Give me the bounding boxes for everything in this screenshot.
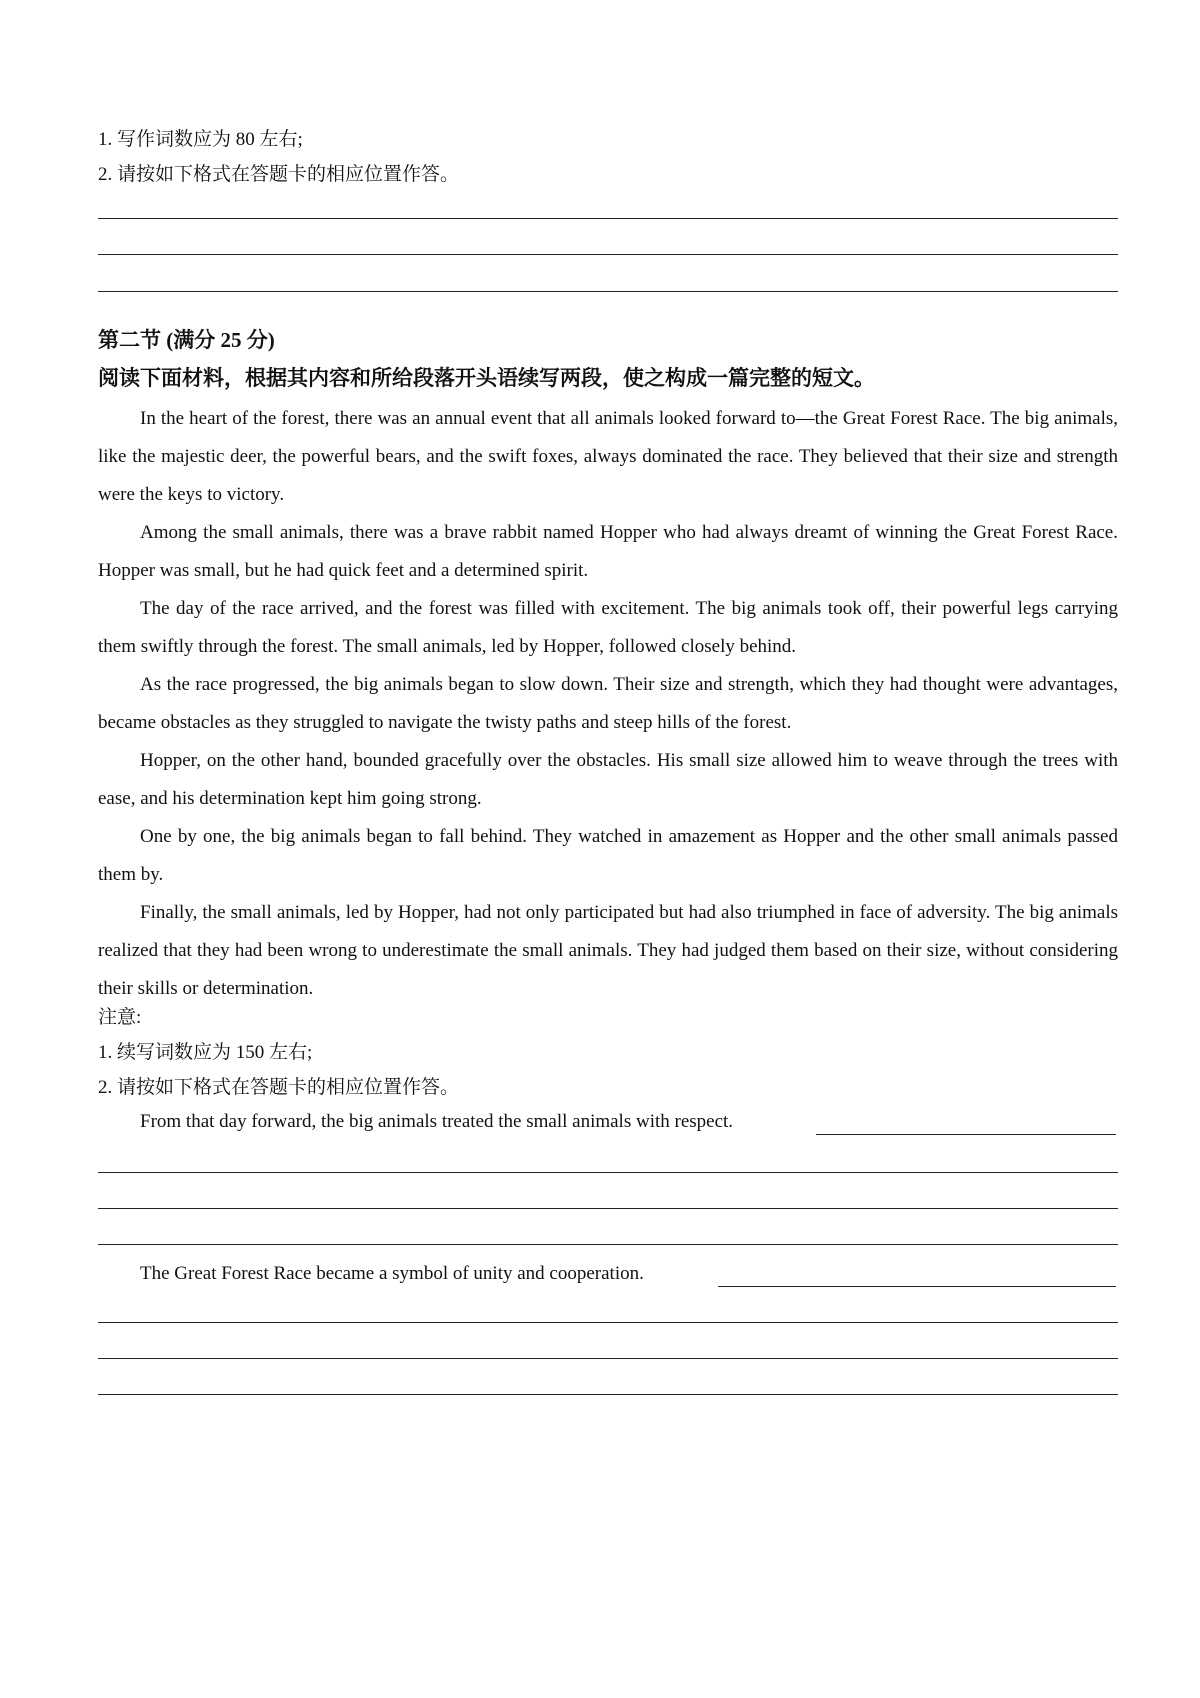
continuation-note-2: 2. 请按如下格式在答题卡的相应位置作答。 [98, 1077, 460, 1098]
answer-line[interactable] [98, 218, 1118, 219]
answer-line[interactable] [816, 1134, 1116, 1135]
paragraph-opening-2: The Great Forest Race became a symbol of unity and cooperation. [140, 1263, 644, 1284]
passage-paragraph: Finally, the small animals, led by Hopper, had not only participated but had also triumphed in face of adversity. The big animals realized that they had been wrong to underestimate the small animals. They had judged them based on their size, without considering their skills or determination. [98, 902, 1118, 999]
answer-line[interactable] [98, 1208, 1118, 1209]
writing-note-2: 2. 请按如下格式在答题卡的相应位置作答。 [98, 164, 460, 185]
passage-paragraph: The day of the race arrived, and the forest was filled with excitement. The big animals took off, their powerful legs carrying them swiftly through the forest. The small animals, led by Hopper, followed closely behind. [98, 598, 1118, 657]
passage-paragraph: Hopper, on the other hand, bounded gracefully over the obstacles. His small size allowed him to weave through the trees with ease, and his determination kept him going strong. [98, 750, 1118, 809]
passage-paragraph: Among the small animals, there was a brave rabbit named Hopper who had always dreamt of winning the Great Forest Race. Hopper was small, but he had quick feet and a determined spirit. [98, 522, 1118, 581]
answer-line[interactable] [98, 1172, 1118, 1173]
answer-line[interactable] [98, 254, 1118, 255]
answer-line[interactable] [98, 1244, 1118, 1245]
document-page [98, 0, 1118, 1698]
passage-paragraph: In the heart of the forest, there was an annual event that all animals looked forward to—the Great Forest Race. The big animals, like the majestic deer, the powerful bears, and the swift foxes, always dominated the race. They believed that their size and strength were the keys to victory. [98, 408, 1118, 505]
answer-line[interactable] [98, 1394, 1118, 1395]
passage-paragraph: One by one, the big animals began to fall behind. They watched in amazement as Hopper and the other small animals passed them by. [98, 826, 1118, 885]
answer-line[interactable] [98, 1358, 1118, 1359]
passage-paragraph: As the race progressed, the big animals began to slow down. Their size and strength, which they had thought were advantages, became obstacles as they struggled to navigate the twisty paths and steep hills of the forest. [98, 674, 1118, 733]
continuation-note-1: 1. 续写词数应为 150 左右; [98, 1042, 313, 1063]
section-instruction: 阅读下面材料，根据其内容和所给段落开头语续写两段，使之构成一篇完整的短文。 [98, 366, 875, 390]
answer-line[interactable] [98, 1322, 1118, 1323]
writing-note-1: 1. 写作词数应为 80 左右; [98, 129, 303, 150]
section-title: 第二节 (满分 25 分) [98, 328, 275, 352]
paragraph-opening-1: From that day forward, the big animals treated the small animals with respect. [140, 1111, 734, 1132]
reading-passage [98, 400, 1118, 1008]
answer-line[interactable] [718, 1286, 1116, 1287]
answer-line[interactable] [98, 291, 1118, 292]
notes-label: 注意: [98, 1007, 142, 1028]
